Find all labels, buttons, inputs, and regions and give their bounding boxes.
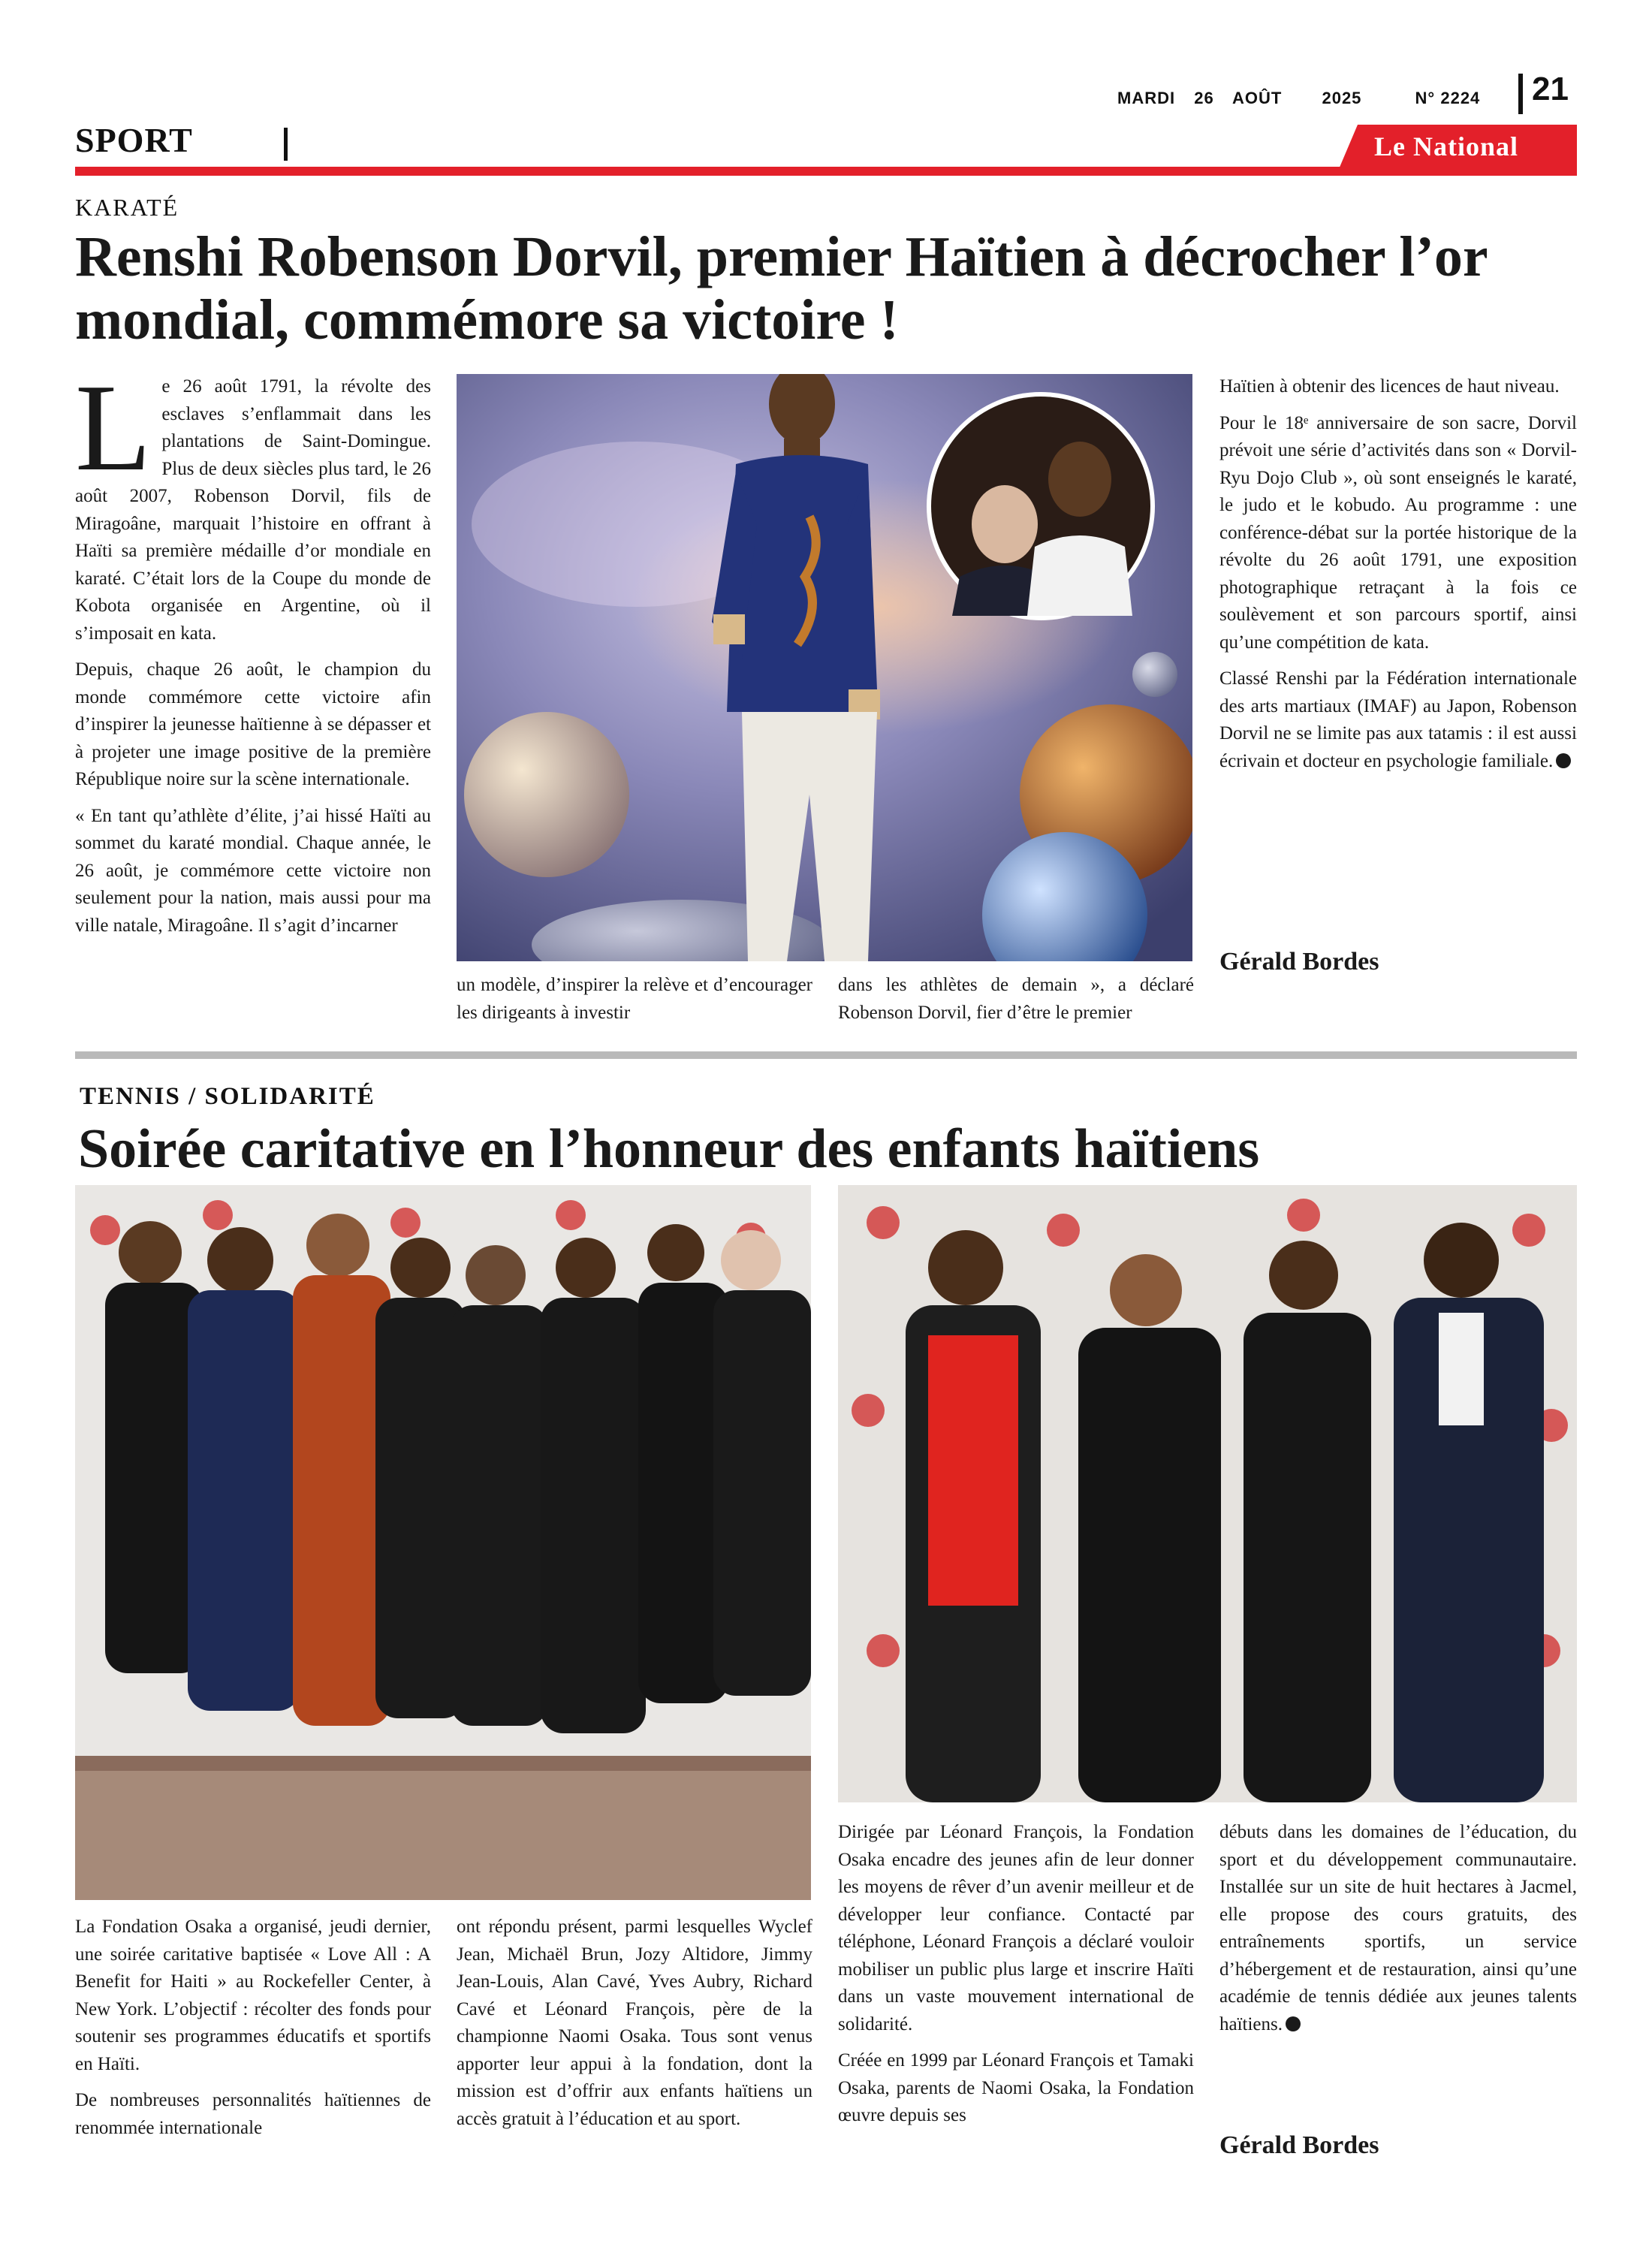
article2-column-3 — [838, 1819, 1194, 2139]
article2-kicker: TENNIS / SOLIDARITÉ — [80, 1083, 375, 1110]
date-day: MARDI — [1117, 89, 1176, 107]
article1-paragraph: Pour le 18ᵉ anniversaire de son sacre, Dorvil prévoit une série d’activités dans son « Dorvil-Ryu Dojo Club », où sont enseignés le karaté, le judo et le kobudo. Au programme : une conférence-débat sur la portée historique de la révolte du 26 août 1791, une exposition photographique retraçant à la fois ce soulèvement et son parcours sportif, ainsi qu’une compétition de kata. — [1219, 412, 1577, 653]
article2-paragraph: Créée en 1999 par Léonard François et Tamaki Osaka, parents de Naomi Osaka, la Fondation œuvre depuis ses — [838, 2050, 1194, 2125]
page-number: 21 — [1532, 71, 1569, 107]
article1-paragraph: Haïtien à obtenir des licences de haut niveau. — [1219, 376, 1560, 397]
section-divider — [284, 128, 288, 161]
gala-group-photo — [75, 1185, 811, 1900]
brand-name: Le National — [1374, 131, 1519, 161]
date-year: 2025 — [1322, 89, 1362, 107]
article2-paragraph: De nombreuses personnalités haïtiennes de renommée internationale — [75, 2090, 431, 2138]
article2-column-4 — [1219, 1819, 1577, 2047]
article1-column-1 — [75, 358, 431, 949]
section-label: SPORT — [75, 121, 193, 159]
header-divider — [1518, 74, 1523, 114]
article2-column-1 — [75, 1914, 431, 2151]
article1-kicker: KARATÉ — [75, 194, 179, 221]
gala-four-people-photo — [838, 1185, 1577, 1802]
date-number: 26 — [1194, 89, 1214, 107]
end-of-article-icon — [1286, 2016, 1301, 2031]
article1-paragraph: Classé Renshi par la Fédération internationale des arts martiaux (IMAF) au Japon, Robenson Dorvil ne se limite pas aux tatamis : il est aussi écrivain et docteur en psychologie familiale. — [1219, 668, 1577, 771]
article2-paragraph: ont répondu présent, parmi lesquelles Wyclef Jean, Michaël Brun, Jozy Altidore, Jimmy Jean-Louis, Alan Cavé, Yves Aubry, Richard Cavé et Léonard François, père de la championne Naomi Osaka. Tous sont venus apporter leur appui à la fondation, dont la mission est d’offrir aux enfants haïtiens un accès gratuit à l’éducation et au sport. — [457, 1917, 812, 2129]
article1-paragraph: « En tant qu’athlète d’élite, j’ai hissé Haïti au sommet du karaté mondial. Chaque année, le 26 août, je commémore cette victoire non seulement pour la nation, mais aussi pour ma ville natale, Miragoâne. Il s’agit d’incarner — [75, 805, 431, 936]
article1-column-2 — [457, 972, 812, 1036]
article1-paragraph: Le 26 août 1791, la révolte des esclaves s’enflammait dans les plantations de Saint-Domingue. Plus de deux siècles plus tard, le 26 août 2007, Robenson Dorvil, fils de Miragoâne, marquait l’histoire en offrant à Haïti sa première médaille d’or mondiale en karaté. C’était lors de la Coupe du monde de Kobota organisée en Argentine, où il s’imposait en kata. — [75, 358, 431, 644]
article2-paragraph: La Fondation Osaka a organisé, jeudi dernier, une soirée caritative baptisée « Love All : A Benefit for Haiti » au Rockefeller Center, à New York. L’objectif : récolter des fonds pour soutenir ses programmes éducatifs et sportifs en Haïti. — [75, 1917, 431, 2074]
date-month: AOÛT — [1232, 89, 1283, 107]
article1-column-4 — [1219, 373, 1577, 784]
article-separator — [75, 1051, 1577, 1059]
end-of-article-icon — [1556, 753, 1571, 768]
article2-byline: Gérald Bordes — [1219, 2131, 1379, 2159]
article1-column-3 — [838, 972, 1194, 1036]
article1-byline: Gérald Bordes — [1219, 948, 1379, 976]
karate-photo — [457, 374, 1192, 961]
dropcap: L — [75, 358, 152, 496]
article1-paragraph: Depuis, chaque 26 août, le champion du monde commémore cette victoire afin d’inspirer la jeunesse haïtienne à se dépasser et à projeter une image positive de la première République noire sur la scène internationale. — [75, 659, 431, 789]
article1-headline: Renshi Robenson Dorvil, premier Haïtien à décrocher l’or mondial, commémore sa victoire ! — [75, 225, 1488, 351]
article2-paragraph: Dirigée par Léonard François, la Fondation Osaka encadre des jeunes afin de leur donner les moyens de rêver d’un avenir meilleur et de développer leur confiance. Contacté par téléphone, Léonard François a déclaré vouloir mobiliser un public plus large et inscrire Haïti dans un vaste mouvement international de solidarité. — [838, 1822, 1194, 2034]
article2-headline: Soirée caritative en l’honneur des enfants haïtiens — [78, 1118, 1260, 1180]
article2-column-2 — [457, 1914, 812, 2142]
article1-paragraph: un modèle, d’inspirer la relève et d’encourager les dirigeants à investir — [457, 975, 812, 1023]
masthead-date — [1117, 89, 1494, 108]
article1-paragraph: dans les athlètes de demain », a déclaré Robenson Dorvil, fier d’être le premier — [838, 975, 1194, 1023]
issue-number: N° 2224 — [1415, 89, 1481, 107]
article2-paragraph: débuts dans les domaines de l’éducation, du sport et du développement communautaire. Installée sur un site de huit hectares à Jacmel, elle propose des cours gratuits, des entraînements sportifs, un service d’hébergement et de restauration, ainsi qu’une académie de tennis dédiée aux jeunes talents haïtiens. — [1219, 1822, 1577, 2034]
